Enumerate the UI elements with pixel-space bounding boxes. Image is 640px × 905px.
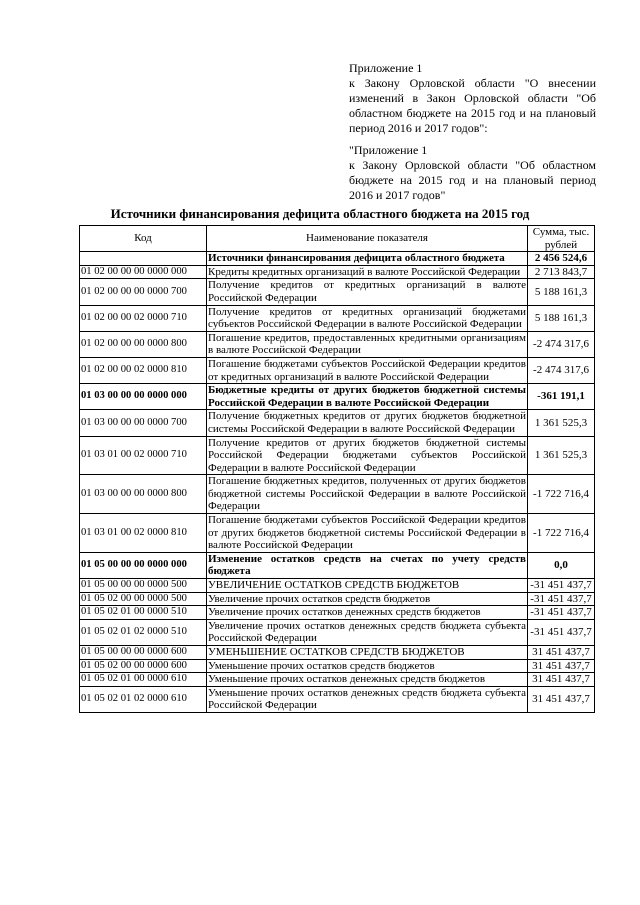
cell-amount: 5 188 161,3: [528, 279, 595, 305]
cell-name: Получение бюджетных кредитов от других бюджетов бюджетной системы Российской Федерации в валюте Российской Федерации: [208, 410, 526, 435]
cell-code: 01 02 00 00 00 0000 000: [80, 265, 207, 279]
cell-amount: 5 188 161,3: [528, 305, 595, 331]
cell-amount: -1 722 716,4: [528, 514, 595, 553]
cell-amount: -31 451 437,7: [528, 592, 595, 606]
document-title: Источники финансирования дефицита областного бюджета на 2015 год: [110, 206, 530, 221]
cell-amount: -31 451 437,7: [528, 579, 595, 593]
column-header-amount: Сумма, тыс. рублей: [528, 226, 595, 252]
table-row: [80, 579, 595, 593]
table-row: [80, 384, 595, 410]
cell-code: 01 05 02 00 00 0000 500: [80, 592, 207, 606]
cell-code: [80, 252, 207, 266]
table-row: [80, 331, 595, 357]
cell-amount: 31 451 437,7: [528, 686, 595, 712]
table-row: [80, 279, 595, 305]
cell-amount: 2 456 524,6: [528, 252, 595, 266]
cell-amount: 31 451 437,7: [528, 646, 595, 660]
table-row: [80, 436, 595, 475]
cell-amount: -2 474 317,6: [528, 357, 595, 383]
cell-code: 01 02 00 00 02 0000 710: [80, 305, 207, 331]
appendix-quoted-title: "Приложение 1: [349, 143, 428, 157]
appendix-title: Приложение 1: [349, 61, 423, 75]
cell-name: Уменьшение прочих остатков средств бюджетов: [207, 659, 528, 673]
cell-name: УМЕНЬШЕНИЕ ОСТАТКОВ СРЕДСТВ БЮДЖЕТОВ: [207, 646, 528, 660]
cell-code: 01 02 00 00 00 0000 700: [80, 279, 207, 305]
table-row: [80, 686, 595, 712]
cell-amount: -31 451 437,7: [528, 619, 595, 645]
cell-code: 01 05 00 00 00 0000 000: [80, 552, 207, 578]
cell-code: 01 02 00 00 00 0000 800: [80, 331, 207, 357]
table-row: [80, 659, 595, 673]
table-body: [80, 252, 595, 713]
cell-name: Погашение бюджетами субъектов Российской Федерации кредитов от других бюджетов бюджетной системы Российской Федерации в валюте Российской Федерации: [208, 514, 526, 552]
table-row: [80, 252, 595, 266]
appendix-header: [349, 61, 596, 136]
appendix-text: к Закону Орловской области "О внесении изменений в Закон Орловской области "Об областном бюджете на 2015 год и на плановый период 2016 и 2017 годов":: [349, 76, 596, 135]
table-row: [80, 305, 595, 331]
cell-name: Увеличение прочих остатков средств бюджетов: [207, 592, 528, 606]
cell-code: 01 03 00 00 00 0000 800: [80, 475, 207, 514]
cell-name: Увеличение прочих остатков денежных средств бюджетов: [207, 606, 528, 620]
cell-code: 01 02 00 00 02 0000 810: [80, 357, 207, 383]
column-header-code: Код: [80, 226, 207, 252]
cell-name: УВЕЛИЧЕНИЕ ОСТАТКОВ СРЕДСТВ БЮДЖЕТОВ: [207, 579, 528, 593]
cell-amount: -2 474 317,6: [528, 331, 595, 357]
table-row: [80, 619, 595, 645]
cell-amount: 0,0: [528, 552, 595, 578]
cell-amount: 2 713 843,7: [528, 265, 595, 279]
cell-amount: -361 191,1: [528, 384, 595, 410]
cell-amount: 31 451 437,7: [528, 673, 595, 687]
cell-code: 01 03 00 00 00 0000 000: [80, 384, 207, 410]
cell-name: Получение кредитов от кредитных организаций бюджетами субъектов Российской Федерации в валюте Российской Федерации: [208, 305, 526, 331]
table-header-row: [80, 226, 595, 252]
cell-code: 01 05 00 00 00 0000 500: [80, 579, 207, 593]
table-row: [80, 265, 595, 279]
cell-name: Уменьшение прочих остатков денежных средств бюджета субъекта Российской Федерации: [208, 686, 526, 712]
appendix-quoted-text: к Закону Орловской области "Об областном бюджете на 2015 год и на плановый период 2016 и 2017 годов": [349, 158, 596, 202]
cell-amount: -1 722 716,4: [528, 475, 595, 514]
cell-name: Источники финансирования дефицита областного бюджета: [207, 252, 528, 266]
cell-name: Погашение бюджетами субъектов Российской Федерации кредитов от кредитных организаций в валюте Российской Федерации: [208, 357, 526, 383]
cell-name: Погашение кредитов, предоставленных кредитными организациям в валюте Российской Федерации: [208, 331, 526, 357]
cell-name: Увеличение прочих остатков денежных средств бюджета субъекта Российской Федерации: [208, 619, 526, 645]
column-header-name: Наименование показателя: [207, 226, 528, 252]
cell-name: Погашение бюджетных кредитов, полученных от других бюджетов бюджетной системы Российской Федерации в валюте Российской Федерации: [208, 475, 526, 513]
cell-name: Получение кредитов от других бюджетов бюджетной системы Российской Федерации бюджетами субъектов Российской Федерации в валюте Российской Федерации: [208, 436, 526, 474]
financing-sources-table: [79, 225, 595, 713]
table-row: [80, 606, 595, 620]
cell-name: Уменьшение прочих остатков денежных средств бюджетов: [207, 673, 528, 687]
table-row: [80, 592, 595, 606]
cell-code: 01 03 01 00 02 0000 810: [80, 514, 207, 553]
cell-code: 01 03 01 00 02 0000 710: [80, 436, 207, 475]
cell-name: Получение кредитов от кредитных организаций в валюте Российской Федерации: [208, 279, 526, 304]
table-row: [80, 646, 595, 660]
cell-code: 01 05 02 01 02 0000 610: [80, 686, 207, 712]
cell-code: 01 03 00 00 00 0000 700: [80, 410, 207, 436]
table-row: [80, 357, 595, 383]
cell-amount: 31 451 437,7: [528, 659, 595, 673]
table-row: [80, 475, 595, 514]
cell-code: 01 05 02 01 02 0000 510: [80, 619, 207, 645]
table-row: [80, 410, 595, 436]
cell-amount: 1 361 525,3: [528, 436, 595, 475]
cell-code: 01 05 02 01 00 0000 510: [80, 606, 207, 620]
cell-code: 01 05 00 00 00 0000 600: [80, 646, 207, 660]
cell-code: 01 05 02 01 00 0000 610: [80, 673, 207, 687]
cell-code: 01 05 02 00 00 0000 600: [80, 659, 207, 673]
table-row: [80, 514, 595, 553]
cell-amount: -31 451 437,7: [528, 606, 595, 620]
table-row: [80, 673, 595, 687]
cell-amount: 1 361 525,3: [528, 410, 595, 436]
cell-name: Кредиты кредитных организаций в валюте Российской Федерации: [207, 265, 528, 279]
cell-name: Изменение остатков средств на счетах по учету средств бюджета: [208, 552, 526, 578]
cell-name: Бюджетные кредиты от других бюджетов бюджетной системы Российской Федерации в валюте Российской Федерации: [208, 384, 526, 409]
appendix-quoted-header: [349, 143, 596, 203]
table-row: [80, 552, 595, 578]
